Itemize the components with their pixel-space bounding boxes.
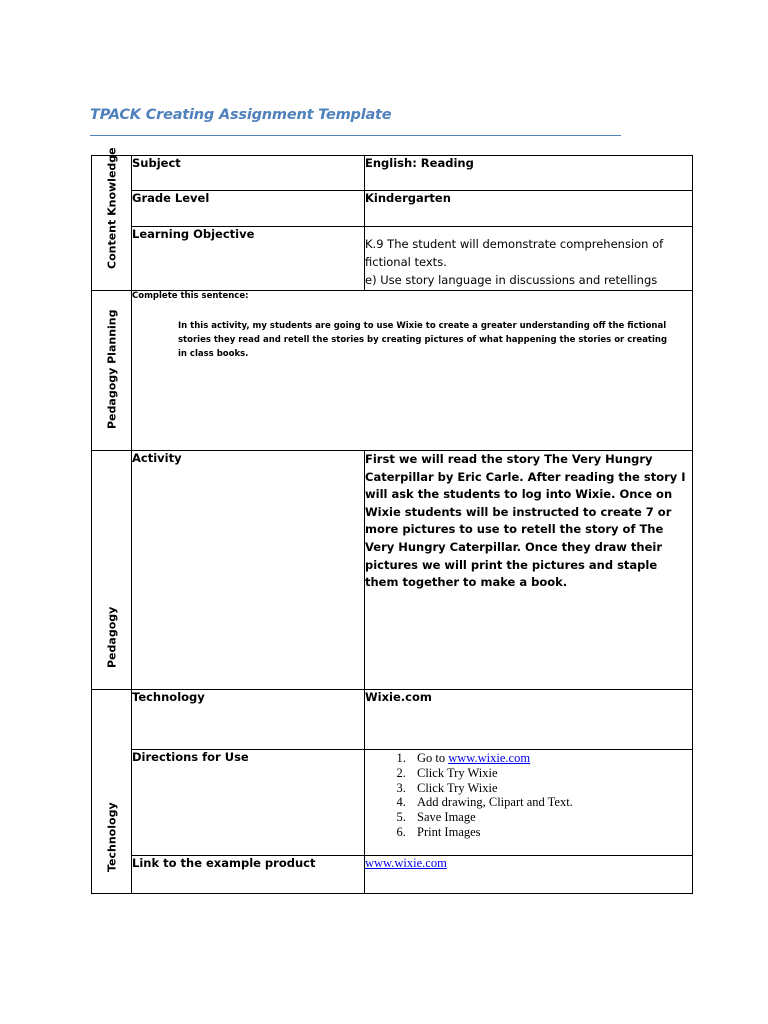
learning-objective-value [365, 227, 693, 291]
activity-value [365, 451, 693, 690]
objective-line-1: K.9 The student will demonstrate comprehension of fictional texts. [365, 237, 664, 269]
section-pedagogy [92, 451, 132, 690]
technology-value: Wixie.com [365, 690, 693, 750]
directions-list [365, 751, 692, 840]
grade-level-value: Kindergarten [365, 191, 693, 227]
section-label-technology: Technology [105, 802, 118, 872]
row-grade-level [92, 191, 693, 227]
direction-step-4: 4. Add drawing, Clipart and Text. [409, 795, 692, 810]
direction-step-1: 1. Go to www.wixie.com [409, 751, 692, 766]
section-pedagogy-planning [92, 291, 132, 451]
grade-level-label: Grade Level [132, 191, 365, 227]
direction-step-5: 5. Save Image [409, 810, 692, 825]
row-directions [92, 750, 693, 856]
section-label-content-knowledge: Content Knowledge [105, 147, 118, 269]
wixie-link[interactable]: www.wixie.com [448, 751, 531, 765]
row-example-link [92, 856, 693, 894]
planning-cell [132, 291, 693, 451]
activity-text: First we will read the story The Very Hungry Caterpillar by Eric Carle. After reading the story I will ask the students to log into Wixie. Once on Wixie students will be instructed to create 7 or more pictures to use to retell the story of The Very Hungry Caterpillar. Once they draw their pictures we will print the pictures and staple them together to make a book. [365, 452, 686, 590]
planning-sentence: In this activity, my students are going to use Wixie to create a greater understanding off the fictional stories they read and retell the stories by creating pictures of what happening the stories or creating in class books. [178, 321, 668, 359]
technology-label: Technology [132, 690, 365, 750]
learning-objective-label: Learning Objective [132, 227, 365, 291]
planning-prompt: Complete this sentence: [132, 291, 249, 301]
direction-step-2: 2. Click Try Wixie [409, 766, 692, 781]
row-learning-objective [92, 227, 693, 291]
row-activity [92, 451, 693, 690]
row-subject [92, 156, 693, 191]
example-product-link[interactable]: www.wixie.com [365, 856, 447, 870]
section-label-pedagogy: Pedagogy [105, 606, 118, 668]
activity-label: Activity [132, 451, 365, 690]
direction-step-6: 6. Print Images [409, 825, 692, 840]
directions-label: Directions for Use [132, 750, 365, 856]
subject-value: English: Reading [365, 156, 693, 191]
example-link-label: Link to the example product [132, 856, 365, 894]
title-underline [90, 135, 621, 136]
section-label-pedagogy-planning: Pedagogy Planning [105, 309, 118, 429]
document-title: TPACK Creating Assignment Template [90, 107, 392, 123]
objective-line-2: e) Use story language in discussions and retellings [365, 273, 658, 287]
row-technology [92, 690, 693, 750]
section-technology [92, 690, 132, 894]
row-pedagogy-planning [92, 291, 693, 451]
example-link-cell [365, 856, 693, 894]
direction-step-3: 3. Click Try Wixie [409, 781, 692, 796]
section-content-knowledge [92, 147, 132, 291]
subject-label: Subject [132, 156, 365, 191]
directions-value [365, 750, 693, 856]
tpack-table [91, 147, 693, 894]
